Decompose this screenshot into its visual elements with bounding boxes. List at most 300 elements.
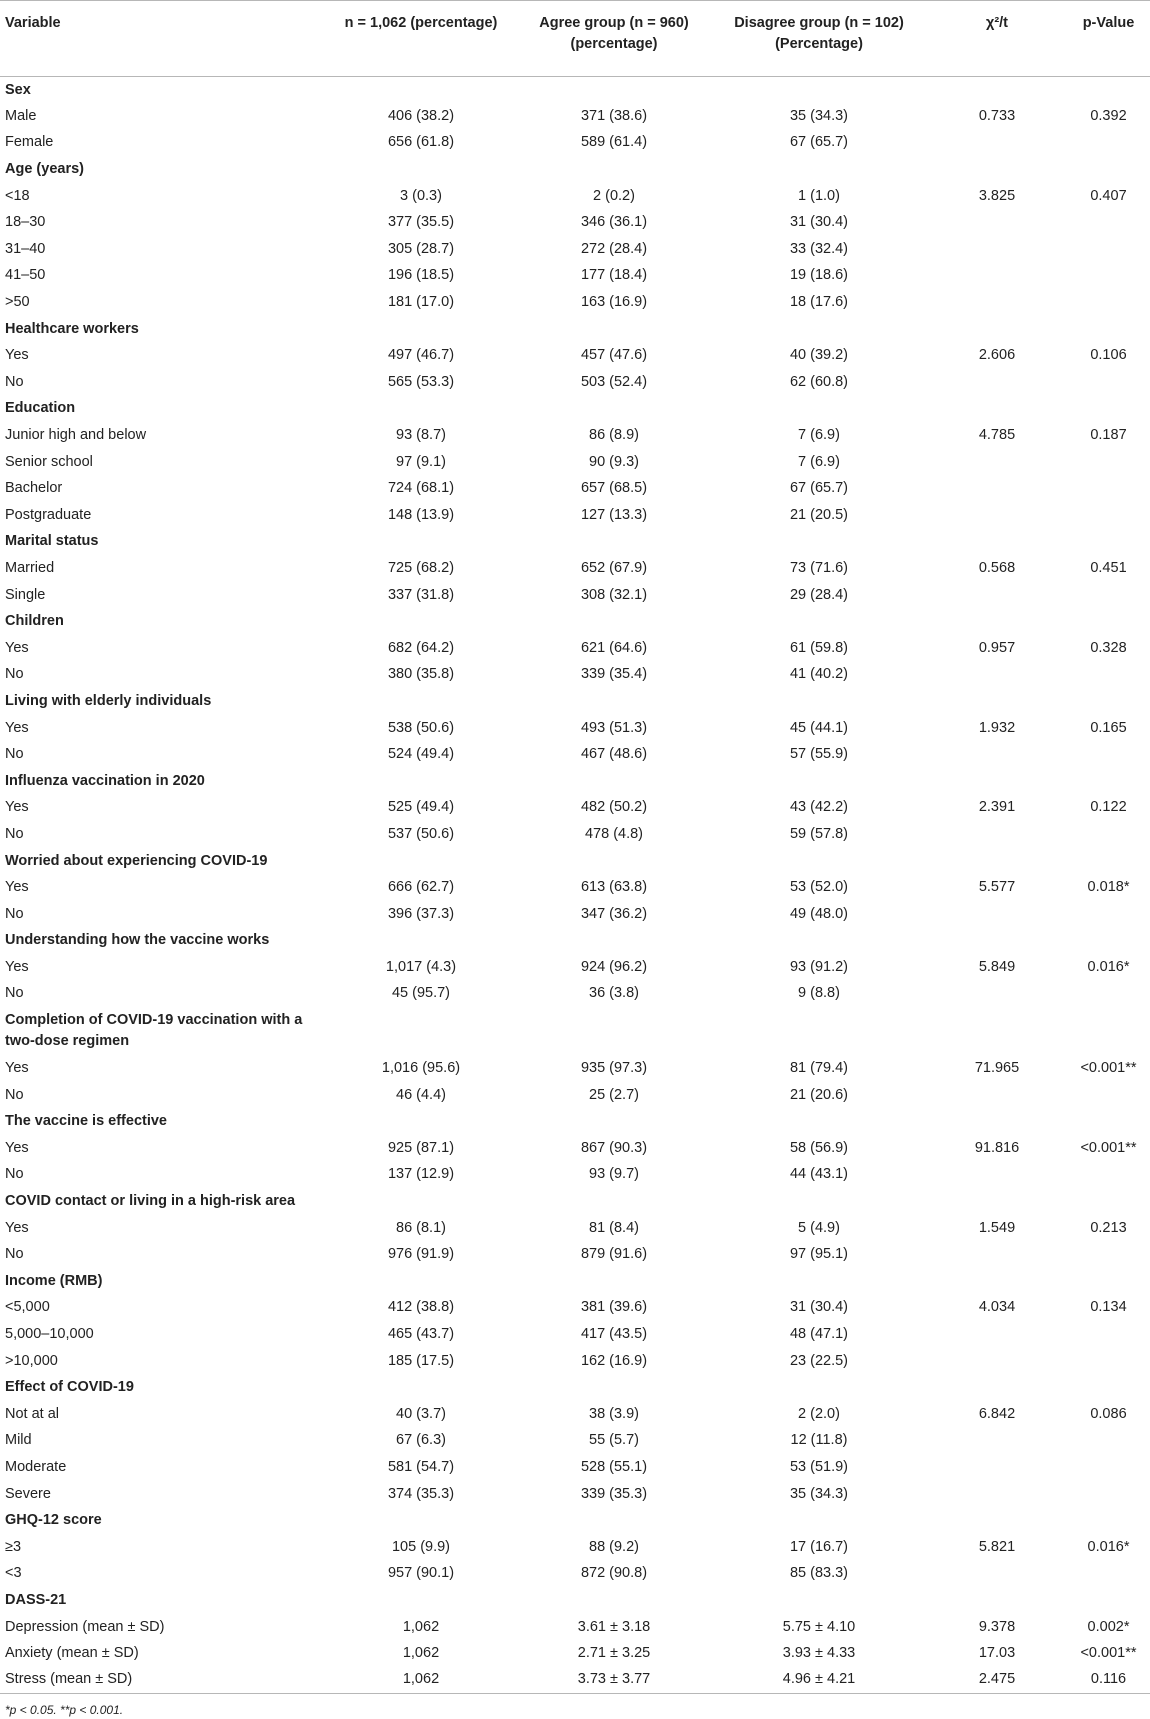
disagree-value: 53 (51.9): [789, 1458, 849, 1475]
row-label: No: [5, 666, 24, 683]
empty-cell: [1067, 1007, 1150, 1055]
disagree-value: 35 (34.3): [789, 107, 849, 124]
agree-value: 589 (61.4): [580, 134, 648, 151]
p-value: 0.016*: [1087, 1538, 1130, 1555]
statistic-value: 91.816: [974, 1139, 1020, 1156]
empty-cell: [927, 1108, 1067, 1135]
disagree-value: 2 (2.0): [798, 1405, 840, 1422]
category-label: DASS-21: [5, 1591, 67, 1608]
empty-cell: [325, 529, 517, 556]
category-label: Income (RMB): [5, 1272, 103, 1289]
row-label: 5,000–10,000: [5, 1326, 94, 1343]
statistic-value: [927, 1348, 1067, 1375]
category-row: [0, 688, 1150, 715]
empty-cell: [1067, 608, 1150, 635]
table-row: [0, 1614, 1150, 1641]
category-label: Children: [5, 613, 64, 630]
p-value: [1067, 1241, 1150, 1268]
empty-cell: [325, 1108, 517, 1135]
p-value: [1067, 1162, 1150, 1189]
category-row: [0, 396, 1150, 423]
statistic-value: [927, 1082, 1067, 1109]
total-value: 396 (37.3): [387, 905, 455, 922]
p-value: 0.116: [1090, 1671, 1127, 1688]
disagree-value: 5.75 ± 4.10: [782, 1618, 856, 1635]
empty-cell: [711, 768, 927, 795]
agree-value: 86 (8.9): [589, 427, 639, 444]
agree-value: 924 (96.2): [580, 958, 648, 975]
table-footnote: *p < 0.05. **p < 0.001.: [5, 1703, 124, 1717]
row-label: Female: [5, 134, 54, 151]
row-label: Postgraduate: [5, 506, 92, 523]
empty-cell: [711, 1007, 927, 1055]
category-row: [0, 608, 1150, 635]
disagree-value: 67 (65.7): [789, 134, 849, 151]
row-label: Stress (mean ± SD): [5, 1671, 133, 1688]
row-label: Yes: [5, 1139, 29, 1156]
empty-cell: [927, 1374, 1067, 1401]
statistic-value: [927, 1428, 1067, 1455]
empty-cell: [1067, 1507, 1150, 1534]
disagree-value: 45 (44.1): [789, 719, 849, 736]
row-label: Yes: [5, 347, 29, 364]
table-row: [0, 821, 1150, 848]
row-label: Yes: [5, 719, 29, 736]
empty-cell: [517, 1007, 711, 1055]
total-value: 976 (91.9): [387, 1246, 455, 1263]
total-value: 377 (35.5): [387, 214, 455, 231]
table-row: [0, 1055, 1150, 1082]
agree-value: 90 (9.3): [589, 453, 639, 470]
category-label: Healthcare workers: [5, 320, 139, 337]
table-row: [0, 502, 1150, 529]
table-row: [0, 1348, 1150, 1375]
empty-cell: [1067, 396, 1150, 423]
disagree-value: 18 (17.6): [789, 294, 849, 311]
row-label: No: [5, 905, 24, 922]
table-row: [0, 1321, 1150, 1348]
agree-value: 93 (9.7): [589, 1166, 639, 1183]
disagree-value: 19 (18.6): [789, 267, 849, 284]
row-label: No: [5, 373, 24, 390]
empty-cell: [517, 316, 711, 343]
agree-value: 38 (3.9): [589, 1405, 639, 1422]
empty-cell: [711, 608, 927, 635]
p-value: 0.106: [1090, 347, 1127, 364]
empty-cell: [927, 928, 1067, 955]
table-row: [0, 954, 1150, 981]
statistic-value: [927, 449, 1067, 476]
p-value: [1067, 1082, 1150, 1109]
table-row: [0, 183, 1150, 210]
statistic-value: 9.378: [978, 1618, 1016, 1635]
total-value: 374 (35.3): [387, 1485, 455, 1502]
empty-cell: [711, 1188, 927, 1215]
table-row: [0, 289, 1150, 316]
header-total: n = 1,062 (percentage): [344, 15, 498, 31]
agree-value: 177 (18.4): [580, 267, 648, 284]
empty-cell: [517, 1188, 711, 1215]
table-row: [0, 422, 1150, 449]
p-value: [1067, 662, 1150, 689]
empty-cell: [325, 1507, 517, 1534]
total-value: 196 (18.5): [387, 267, 455, 284]
empty-cell: [927, 1007, 1067, 1055]
p-value: [1067, 289, 1150, 316]
empty-cell: [927, 768, 1067, 795]
total-value: 185 (17.5): [387, 1352, 455, 1369]
total-value: 666 (62.7): [387, 879, 455, 896]
agree-value: 493 (51.3): [580, 719, 648, 736]
statistic-value: 2.475: [978, 1671, 1016, 1688]
disagree-value: 21 (20.5): [789, 506, 849, 523]
disagree-value: 53 (52.0): [789, 879, 849, 896]
agree-value: 88 (9.2): [589, 1538, 639, 1555]
empty-cell: [517, 77, 711, 104]
agree-value: 457 (47.6): [580, 347, 648, 364]
row-label: No: [5, 825, 24, 842]
p-value: 0.002*: [1087, 1618, 1130, 1635]
empty-cell: [927, 316, 1067, 343]
disagree-value: 85 (83.3): [789, 1565, 849, 1582]
statistic-value: 4.785: [978, 427, 1016, 444]
total-value: 465 (43.7): [387, 1326, 455, 1343]
total-value: 86 (8.1): [396, 1219, 446, 1236]
agree-value: 482 (50.2): [580, 799, 648, 816]
empty-cell: [1067, 529, 1150, 556]
row-label: Depression (mean ± SD): [5, 1618, 165, 1635]
category-row: [0, 1188, 1150, 1215]
statistic-value: 5.577: [978, 879, 1016, 896]
total-value: 682 (64.2): [387, 639, 455, 656]
statistic-value: 17.03: [978, 1645, 1016, 1662]
empty-cell: [1067, 848, 1150, 875]
table-row: [0, 1534, 1150, 1561]
category-row: [0, 1007, 1150, 1055]
total-value: 1,016 (95.6): [381, 1060, 461, 1077]
row-label: <5,000: [5, 1299, 50, 1316]
statistic-value: 1.549: [978, 1219, 1016, 1236]
table-row: [0, 901, 1150, 928]
statistic-value: [927, 1454, 1067, 1481]
disagree-value: 1 (1.0): [798, 187, 840, 204]
disagree-value: 7 (6.9): [798, 427, 840, 444]
agree-value: 2 (0.2): [593, 187, 635, 204]
p-value: [1067, 449, 1150, 476]
table-header: [0, 1, 1150, 77]
row-label: No: [5, 1246, 24, 1263]
disagree-value: 3.93 ± 4.33: [782, 1645, 856, 1662]
agree-value: 162 (16.9): [580, 1352, 648, 1369]
statistic-value: [927, 1481, 1067, 1508]
agree-value: 867 (90.3): [580, 1139, 648, 1156]
disagree-value: 41 (40.2): [789, 666, 849, 683]
empty-cell: [517, 1507, 711, 1534]
table-row: [0, 1454, 1150, 1481]
table-row: [0, 1135, 1150, 1162]
p-value: [1067, 130, 1150, 157]
empty-cell: [927, 848, 1067, 875]
empty-cell: [325, 1374, 517, 1401]
p-value: [1067, 1561, 1150, 1588]
category-row: [0, 529, 1150, 556]
empty-cell: [325, 608, 517, 635]
table-row: [0, 741, 1150, 768]
agree-value: 3.73 ± 3.77: [577, 1671, 651, 1688]
total-value: 1,062: [402, 1645, 440, 1662]
category-row: [0, 928, 1150, 955]
row-label: Married: [5, 559, 55, 576]
empty-cell: [1067, 156, 1150, 183]
p-value: [1067, 209, 1150, 236]
agree-value: 381 (39.6): [580, 1299, 648, 1316]
category-label: GHQ-12 score: [5, 1512, 102, 1529]
empty-cell: [927, 77, 1067, 104]
empty-cell: [711, 688, 927, 715]
total-value: 925 (87.1): [387, 1139, 455, 1156]
p-value: [1067, 821, 1150, 848]
row-label: No: [5, 1166, 24, 1183]
row-label: No: [5, 985, 24, 1002]
row-label: No: [5, 1086, 24, 1103]
total-value: 67 (6.3): [396, 1432, 446, 1449]
empty-cell: [711, 529, 927, 556]
row-label: >50: [5, 294, 30, 311]
agree-value: 478 (4.8): [584, 825, 644, 842]
empty-cell: [517, 928, 711, 955]
table-row: [0, 662, 1150, 689]
disagree-value: 67 (65.7): [789, 480, 849, 497]
category-label: The vaccine is effective: [5, 1113, 167, 1130]
statistic-value: [927, 209, 1067, 236]
row-label: Yes: [5, 1219, 29, 1236]
total-value: 40 (3.7): [396, 1405, 446, 1422]
p-value: [1067, 1321, 1150, 1348]
disagree-value: 93 (91.2): [789, 958, 849, 975]
empty-cell: [711, 1108, 927, 1135]
empty-cell: [1067, 688, 1150, 715]
row-label: Not at al: [5, 1405, 59, 1422]
empty-cell: [325, 316, 517, 343]
row-label: Senior school: [5, 453, 93, 470]
disagree-value: 9 (8.8): [798, 985, 840, 1002]
table-row: [0, 342, 1150, 369]
agree-value: 339 (35.4): [580, 666, 648, 683]
statistic-value: [927, 1561, 1067, 1588]
p-value: 0.213: [1090, 1219, 1127, 1236]
category-row: [0, 1268, 1150, 1295]
empty-cell: [325, 688, 517, 715]
empty-cell: [325, 1007, 517, 1055]
row-label: ≥3: [5, 1538, 22, 1555]
category-row: [0, 77, 1150, 104]
agree-value: 25 (2.7): [589, 1086, 639, 1103]
total-value: 105 (9.9): [391, 1538, 451, 1555]
category-label: Influenza vaccination in 2020: [5, 772, 205, 789]
category-row: [0, 1374, 1150, 1401]
table-row: [0, 475, 1150, 502]
total-value: 3 (0.3): [400, 187, 442, 204]
total-value: 137 (12.9): [387, 1166, 455, 1183]
agree-value: 879 (91.6): [580, 1246, 648, 1263]
statistic-value: [927, 502, 1067, 529]
disagree-value: 57 (55.9): [789, 746, 849, 763]
empty-cell: [711, 156, 927, 183]
statistic-value: 0.733: [978, 107, 1016, 124]
empty-cell: [711, 396, 927, 423]
statistic-value: 6.842: [978, 1405, 1016, 1422]
statistic-value: 1.932: [978, 719, 1016, 736]
p-value: [1067, 1454, 1150, 1481]
total-value: 97 (9.1): [396, 453, 446, 470]
p-value: [1067, 741, 1150, 768]
agree-value: 371 (38.6): [580, 107, 648, 124]
disagree-value: 31 (30.4): [789, 214, 849, 231]
empty-cell: [325, 928, 517, 955]
empty-cell: [711, 1374, 927, 1401]
table-row: [0, 1667, 1150, 1694]
disagree-value: 5 (4.9): [798, 1219, 840, 1236]
disagree-value: 40 (39.2): [789, 347, 849, 364]
disagree-value: 23 (22.5): [789, 1352, 849, 1369]
header-statistic: χ²/t: [985, 15, 1009, 31]
agree-value: 872 (90.8): [580, 1565, 648, 1582]
total-value: 412 (38.8): [387, 1299, 455, 1316]
row-label: Male: [5, 107, 37, 124]
agree-value: 81 (8.4): [589, 1219, 639, 1236]
disagree-value: 62 (60.8): [789, 373, 849, 390]
row-label: Junior high and below: [5, 427, 147, 444]
total-value: 1,062: [402, 1671, 440, 1688]
disagree-value: 44 (43.1): [789, 1166, 849, 1183]
statistic-value: [927, 130, 1067, 157]
statistic-value: [927, 901, 1067, 928]
empty-cell: [711, 1507, 927, 1534]
empty-cell: [517, 529, 711, 556]
empty-cell: [1067, 1374, 1150, 1401]
table-row: [0, 874, 1150, 901]
empty-cell: [517, 1587, 711, 1614]
disagree-value: 48 (47.1): [789, 1326, 849, 1343]
p-value: <0.001**: [1080, 1645, 1137, 1662]
agree-value: 528 (55.1): [580, 1458, 648, 1475]
disagree-value: 58 (56.9): [789, 1139, 849, 1156]
empty-cell: [517, 688, 711, 715]
header-p-value: p-Value: [1082, 15, 1135, 31]
table-row: [0, 263, 1150, 290]
total-value: 46 (4.4): [396, 1086, 446, 1103]
empty-cell: [1067, 77, 1150, 104]
row-label: Yes: [5, 799, 29, 816]
category-row: [0, 768, 1150, 795]
table-row: [0, 1082, 1150, 1109]
p-value: [1067, 475, 1150, 502]
total-value: 565 (53.3): [387, 373, 455, 390]
table-row: [0, 635, 1150, 662]
table-row: [0, 1561, 1150, 1588]
empty-cell: [927, 396, 1067, 423]
statistic-value: [927, 475, 1067, 502]
category-row: [0, 848, 1150, 875]
row-label: Yes: [5, 958, 29, 975]
category-label: Effect of COVID-19: [5, 1379, 134, 1396]
p-value: [1067, 582, 1150, 609]
disagree-value: 97 (95.1): [789, 1246, 849, 1263]
agree-value: 2.71 ± 3.25: [577, 1645, 651, 1662]
table-row: [0, 369, 1150, 396]
disagree-value: 81 (79.4): [789, 1060, 849, 1077]
agree-value: 652 (67.9): [580, 559, 648, 576]
disagree-value: 17 (16.7): [789, 1538, 849, 1555]
empty-cell: [927, 608, 1067, 635]
total-value: 581 (54.7): [387, 1458, 455, 1475]
row-label: <3: [5, 1565, 22, 1582]
statistic-value: [927, 741, 1067, 768]
p-value: [1067, 1428, 1150, 1455]
disagree-value: 61 (59.8): [789, 639, 849, 656]
disagree-value: 4.96 ± 4.21: [782, 1671, 856, 1688]
category-label: Education: [5, 400, 76, 417]
empty-cell: [517, 1268, 711, 1295]
empty-cell: [517, 768, 711, 795]
statistic-value: 2.391: [978, 799, 1016, 816]
header-disagree-group: Disagree group (n = 102) (Percentage): [734, 15, 904, 52]
agree-value: 503 (52.4): [580, 373, 648, 390]
agree-value: 3.61 ± 3.18: [577, 1618, 651, 1635]
empty-cell: [1067, 1587, 1150, 1614]
statistic-value: 4.034: [978, 1299, 1016, 1316]
empty-cell: [711, 316, 927, 343]
p-value: [1067, 502, 1150, 529]
total-value: 725 (68.2): [387, 559, 455, 576]
category-label: Marital status: [5, 533, 99, 550]
total-value: 957 (90.1): [387, 1565, 455, 1582]
table-row: [0, 1640, 1150, 1667]
category-label: Living with elderly individuals: [5, 692, 212, 709]
empty-cell: [325, 396, 517, 423]
agree-value: 346 (36.1): [580, 214, 648, 231]
total-value: 380 (35.8): [387, 666, 455, 683]
total-value: 406 (38.2): [387, 107, 455, 124]
empty-cell: [517, 608, 711, 635]
disagree-value: 73 (71.6): [789, 559, 849, 576]
statistic-value: [927, 981, 1067, 1008]
statistic-value: [927, 1241, 1067, 1268]
table-row: [0, 1241, 1150, 1268]
table-row: [0, 555, 1150, 582]
statistic-value: 0.957: [978, 639, 1016, 656]
empty-cell: [711, 1587, 927, 1614]
category-row: [0, 316, 1150, 343]
empty-cell: [517, 396, 711, 423]
table-row: [0, 103, 1150, 130]
row-label: Severe: [5, 1485, 51, 1502]
empty-cell: [1067, 1108, 1150, 1135]
disagree-value: 35 (34.3): [789, 1485, 849, 1502]
table-row: [0, 236, 1150, 263]
total-value: 538 (50.6): [387, 719, 455, 736]
table-row: [0, 1401, 1150, 1428]
empty-cell: [325, 1188, 517, 1215]
table-row: [0, 795, 1150, 822]
category-row: [0, 1507, 1150, 1534]
p-value: 0.392: [1090, 107, 1127, 124]
p-value: 0.134: [1090, 1299, 1127, 1316]
disagree-value: 21 (20.6): [789, 1086, 849, 1103]
table-row: [0, 715, 1150, 742]
statistic-value: [927, 369, 1067, 396]
empty-cell: [711, 77, 927, 104]
